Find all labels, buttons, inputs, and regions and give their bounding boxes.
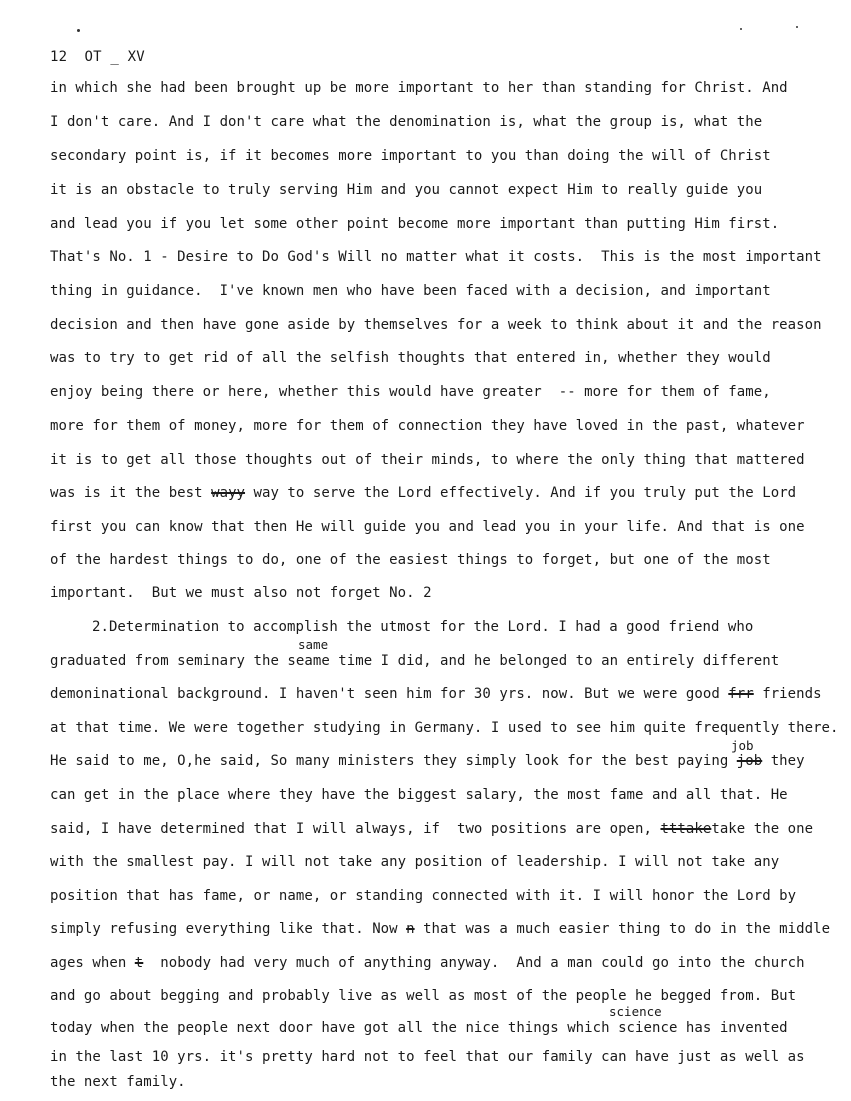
text-line [50,753,805,769]
text-span: demoninational background. I haven't seen him for 30 yrs. now. But we were good [50,686,729,702]
text-line [50,686,822,702]
struck-text: job [736,753,763,769]
text-line: enjoy being there or here, whether this would have greater -- more for them of fame, [50,384,771,400]
text-span: they [762,753,805,769]
text-line: first you can know that then He will guide you and lead you in your life. And that is one [50,519,805,535]
struck-text: tttake [660,821,712,837]
text-line: at that time. We were together studying in Germany. I used to see him quite frequently there. [50,720,839,736]
text-span: nobody had very much of anything anyway. And a man could go into the church [143,955,805,971]
text-line: was to try to get rid of all the selfish thoughts that entered in, whether they would [50,350,771,366]
text-line: the next family. [50,1074,186,1090]
text-span: take the one [711,821,814,837]
text-line: with the smallest pay. I will not take any position of leadership. I will not take any [50,854,780,870]
text-line: That's No. 1 - Desire to Do God's Will no matter what it costs. This is the most important [50,249,822,265]
text-line: position that has fame, or name, or standing connected with it. I will honor the Lord by [50,888,797,904]
paper-speck [796,26,798,28]
text-line: and go about begging and probably live as well as most of the people he begged from. But [50,988,797,1004]
text-span: was is it the best [50,485,212,501]
handwritten-insertion: science [609,1004,662,1019]
text-span: friends [753,686,822,702]
handwritten-insertion: same [298,637,329,652]
text-span: that was a much easier thing to do in the middle [414,921,831,937]
text-line: decision and then have gone aside by themselves for a week to think about it and the reason [50,317,822,333]
text-span: simply refusing everything like that. Now [50,921,407,937]
text-line: in which she had been brought up be more important to her than standing for Christ. And [50,80,788,96]
text-line: secondary point is, if it becomes more important to you than doing the will of Christ [50,148,771,164]
paper-speck [77,29,80,32]
text-span: said, I have determined that I will always, if two positions are open, [50,821,661,837]
text-span: ages when [50,955,135,971]
struck-text: t [134,955,144,971]
text-line: can get in the place where they have the biggest salary, the most fame and all that. He [50,787,788,803]
text-line: it is an obstacle to truly serving Him and you cannot expect Him to really guide you [50,182,763,198]
text-line: of the hardest things to do, one of the easiest things to forget, but one of the most [50,552,771,568]
struck-text: n [406,921,415,937]
text-line: thing in guidance. I've known men who have been faced with a decision, and important [50,283,771,299]
text-line: I don't care. And I don't care what the denomination is, what the group is, what the [50,114,763,130]
text-line: 2.Determination to accomplish the utmost for the Lord. I had a good friend who [92,619,754,635]
handwritten-insertion: job [731,738,754,753]
text-line [50,485,796,501]
text-line [50,821,813,837]
text-span: He said to me, O,he said, So many ministers they simply look for the best paying [50,753,737,769]
text-line: it is to get all those thoughts out of their minds, to where the only thing that mattered [50,452,805,468]
text-line: graduated from seminary the seame time I did, and he belonged to an entirely different [50,653,780,669]
struck-text: frr [728,686,754,702]
text-line: in the last 10 yrs. it's pretty hard not to feel that our family can have just as well as [50,1049,805,1065]
text-line: important. But we must also not forget No. 2 [50,585,432,601]
paper-speck [740,28,742,30]
struck-text: wayy [211,485,246,501]
text-line [50,955,805,971]
text-line: today when the people next door have got all the nice things which science has invented [50,1020,788,1036]
page-header: 12 OT _ XV [50,49,145,65]
text-span: way to serve the Lord effectively. And if you truly put the Lord [253,485,797,501]
text-line [50,921,830,937]
text-line: and lead you if you let some other point become more important than putting Him first. [50,216,780,232]
text-line: more for them of money, more for them of connection they have loved in the past, whatever [50,418,805,434]
